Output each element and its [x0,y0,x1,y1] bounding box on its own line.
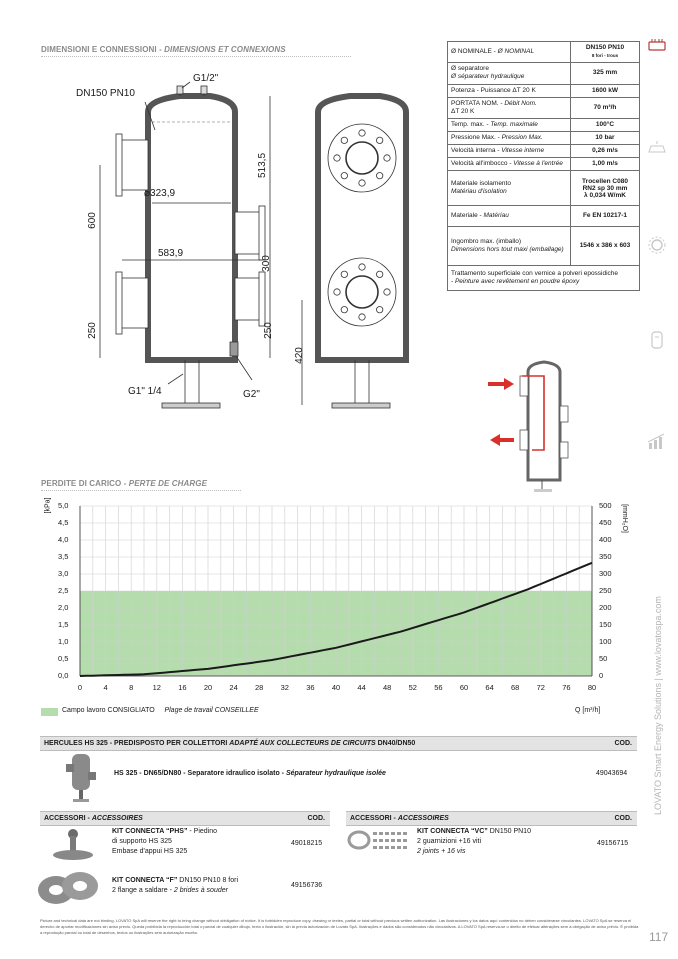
screw [397,839,401,842]
screw [391,832,395,835]
section-title-dimensions: DIMENSIONI E CONNESSIONI - DIMENSIONS ET CONNEXIONS [41,45,286,54]
acc-right-item-1-code: 49156715 [597,840,629,847]
y-tick-label-right: 100 [599,637,612,646]
y-tick-label-right: 50 [599,654,608,663]
drawing-label-dn: DN150 PN10 [76,88,135,99]
x-tick-label: 0 [77,683,83,692]
x-tick-label: 68 [511,683,520,692]
screw [385,846,389,849]
screw [403,832,407,835]
screw [397,846,401,849]
main-table-header: HERCULES HS 325 - PREDISPOSTO PER COLLETTORI ADAPTÉ AUX COLLECTEURS DE CIRCUITS DN40/DN50 COD. [40,736,637,751]
kit-vc-image [345,828,411,858]
x-tick-label: 20 [203,683,213,692]
y-tick-label-left: 3,0 [58,569,69,578]
y-tick-label-right: 450 [599,518,612,527]
y-tick-label-left: 0,5 [58,654,69,663]
x-tick-label: 72 [536,683,545,692]
x-tick-label: 64 [485,683,494,692]
spec-row: Velocità all'imbocco - Vitesse à l'entrée 1,00 m/s [448,158,640,171]
x-tick-label: 28 [255,683,264,692]
spec-row: Materiale - Matériau Fe EN 10217-1 [448,206,640,227]
y-tick-label-right: 500 [599,501,612,510]
y-tick-label-left: 5,0 [58,501,69,510]
hs325-product-image [62,752,100,804]
y-tick-label-right: 150 [599,620,612,629]
y-tick-label-left: 4,0 [58,535,69,544]
screw [373,839,377,842]
screw [403,839,407,842]
y-tick-label-left: 1,5 [58,620,69,629]
spec-row: PORTATA NOM. - Débit Nom. ΔT 20 K 70 m³/h [448,97,640,118]
x-tick-label: 32 [280,683,289,692]
x-tick-label: 4 [103,683,108,692]
x-tick-label: 44 [357,683,366,692]
drawing-label-250-left: 250 [86,322,98,339]
y-tick-label-right: 0 [599,671,604,680]
x-tick-label: 8 [129,683,134,692]
gear-icon [646,234,668,256]
drawing-label-g12: G1/2" [193,73,219,84]
y-tick-label-left: 3,5 [58,552,69,561]
spec-row: Temp. max. - Temp. maximale 100°C [448,118,640,131]
acc-left-item-2: KIT CONNECTA “F” DN150 PN10 8 fori 2 flange a saldare - 2 brides à souder [112,877,239,894]
drawing-label-g2: G2" [243,389,260,400]
x-tick-label: 24 [229,683,238,692]
x-tick-label: 48 [383,683,392,692]
page-number: 117 [649,930,669,944]
legend-swatch [41,708,58,716]
y-tick-label-right: 400 [599,535,612,544]
screw [379,839,383,842]
main-product-name: HS 325 - DN65/DN80 - Separatore idraulico isolato - Séparateur hydraulique isolée [114,770,386,777]
y-tick-label-right: 200 [599,603,612,612]
screw [397,832,401,835]
acc-left-item-1-code: 49018215 [291,840,323,847]
x-tick-label: 60 [459,683,469,692]
footer-disclaimer: Picture and technical data are not binding. LOVATO SpA will reserve the right to bring change without obbligation of notice. It is forbidden reproduce copy, drawing or textes, partial or total without previous written authorization. Las ilustraciones y los datos aquí contenidos no deben considerarse vinculantes. LOVATO SpA se reserva el derecho de aportar modificaciones sin aviso previo. Queda prohibida la reproducción total o parcial de cualquier dibujo, texto o ilustración, sin la previa autorización de Lovato SpA. Ilustrações e dados são considerados não vinculativos. A LOVATO SpA reserva-se o direito de efetuar alterações sem a obrigação de aviso prévio. É proibida a reprodução parcial ou total de desenhos, textos ou ilustrações sem autorização escrita. [40,918,639,935]
drawing-label-300: 300 [260,255,272,272]
y-tick-label-right: 300 [599,569,612,578]
legend-label: Campo lavoro CONSIGLIATO Plage de travail CONSEILLEE [62,707,259,714]
screw [385,839,389,842]
y-tick-label-right: 250 [599,586,612,595]
chart-xlabel: Q [m³/h] [575,707,601,714]
drawing-label-583: 583,9 [158,248,184,259]
section-title-chart: PERDITE DI CARICO - PERTE DE CHARGE [41,479,208,488]
kit-f-image [36,870,100,906]
screw [385,832,389,835]
screw [373,846,377,849]
acc-left-item-2-code: 49156736 [291,882,323,889]
spec-row: Ingombro max. (imballo) Dimensions hors tout maxi (emballage) 1546 x 386 x 603 [448,227,640,266]
accessories-right-header: ACCESSORI - ACCESSOIRES COD. [346,811,637,826]
chart-ylabel-left: [kPa] [44,497,52,514]
x-tick-label: 12 [152,683,161,692]
drawing-label-250-right: 250 [262,322,274,339]
x-tick-label: 56 [434,683,443,692]
spec-row: Materiale isolamento Matériau d'isolation Trocellen C080 RN2 sp 30 mm λ 0,034 W/mK [448,171,640,206]
x-tick-label: 80 [587,683,597,692]
drawing-label-420: 420 [293,347,305,364]
acc-right-item-1: KIT CONNECTA “VC” DN150 PN10 2 guarnizioni +16 viti 2 joints + 16 vis [417,828,531,855]
kit-phs-image [50,828,96,862]
screw [391,839,395,842]
sidebar-brand-text: LOVATO Smart Energy Solutions | www.lovatospa.com [653,596,663,815]
y-tick-label-left: 2,0 [58,603,69,612]
x-tick-label: 36 [306,683,315,692]
main-product-code: 49043694 [596,770,628,777]
spec-row: Ø NOMINALE - Ø NOMINAL DN150 PN10 8 fori - trous [448,42,640,63]
chart-ylabel-right: [mmH₂O] [620,504,628,533]
spec-row: Trattamento superficiale con vernice a polveri epossidiche - Peinture avec revêtement en poudre époxy [448,266,640,291]
drawing-label-g114: G1" 1/4 [128,386,162,397]
y-tick-label-left: 4,5 [58,518,69,527]
spec-row: Ø separatore Ø séparateur hydraulique 325 mm [448,63,640,84]
screw [403,846,407,849]
drawing-label-diameter: ⌀323,9 [144,188,176,199]
spec-row: Velocità interna - Vitesse interne 0,26 m/s [448,145,640,158]
screw [379,846,383,849]
spec-row: Pressione Max. - Pression Max. 10 bar [448,132,640,145]
drawing-label-600: 600 [86,212,98,229]
x-tick-label: 52 [408,683,417,692]
screw [379,832,383,835]
battery-icon [646,35,668,57]
screw [373,832,377,835]
screw [391,846,395,849]
acc-left-item-1: KIT CONNECTA “PHS” - Piedino di supporto HS 325 Embase d'appui HS 325 [112,828,218,855]
y-tick-label-right: 350 [599,552,612,561]
y-tick-label-left: 1,0 [58,637,69,646]
accessories-left-header: ACCESSORI - ACCESSOIRES COD. [40,811,330,826]
solar-panel-icon [646,138,668,160]
x-tick-label: 16 [178,683,187,692]
spec-row: Potenza - Puissance ΔT 20 K 1600 kW [448,84,640,97]
drawing-label-513: 513,5 [257,152,269,179]
y-tick-label-left: 2,5 [58,586,69,595]
x-tick-label: 76 [562,683,571,692]
y-tick-label-left: 0,0 [58,671,69,680]
x-tick-label: 40 [331,683,341,692]
chart-bars-icon [646,430,668,452]
tank-icon [646,329,668,351]
